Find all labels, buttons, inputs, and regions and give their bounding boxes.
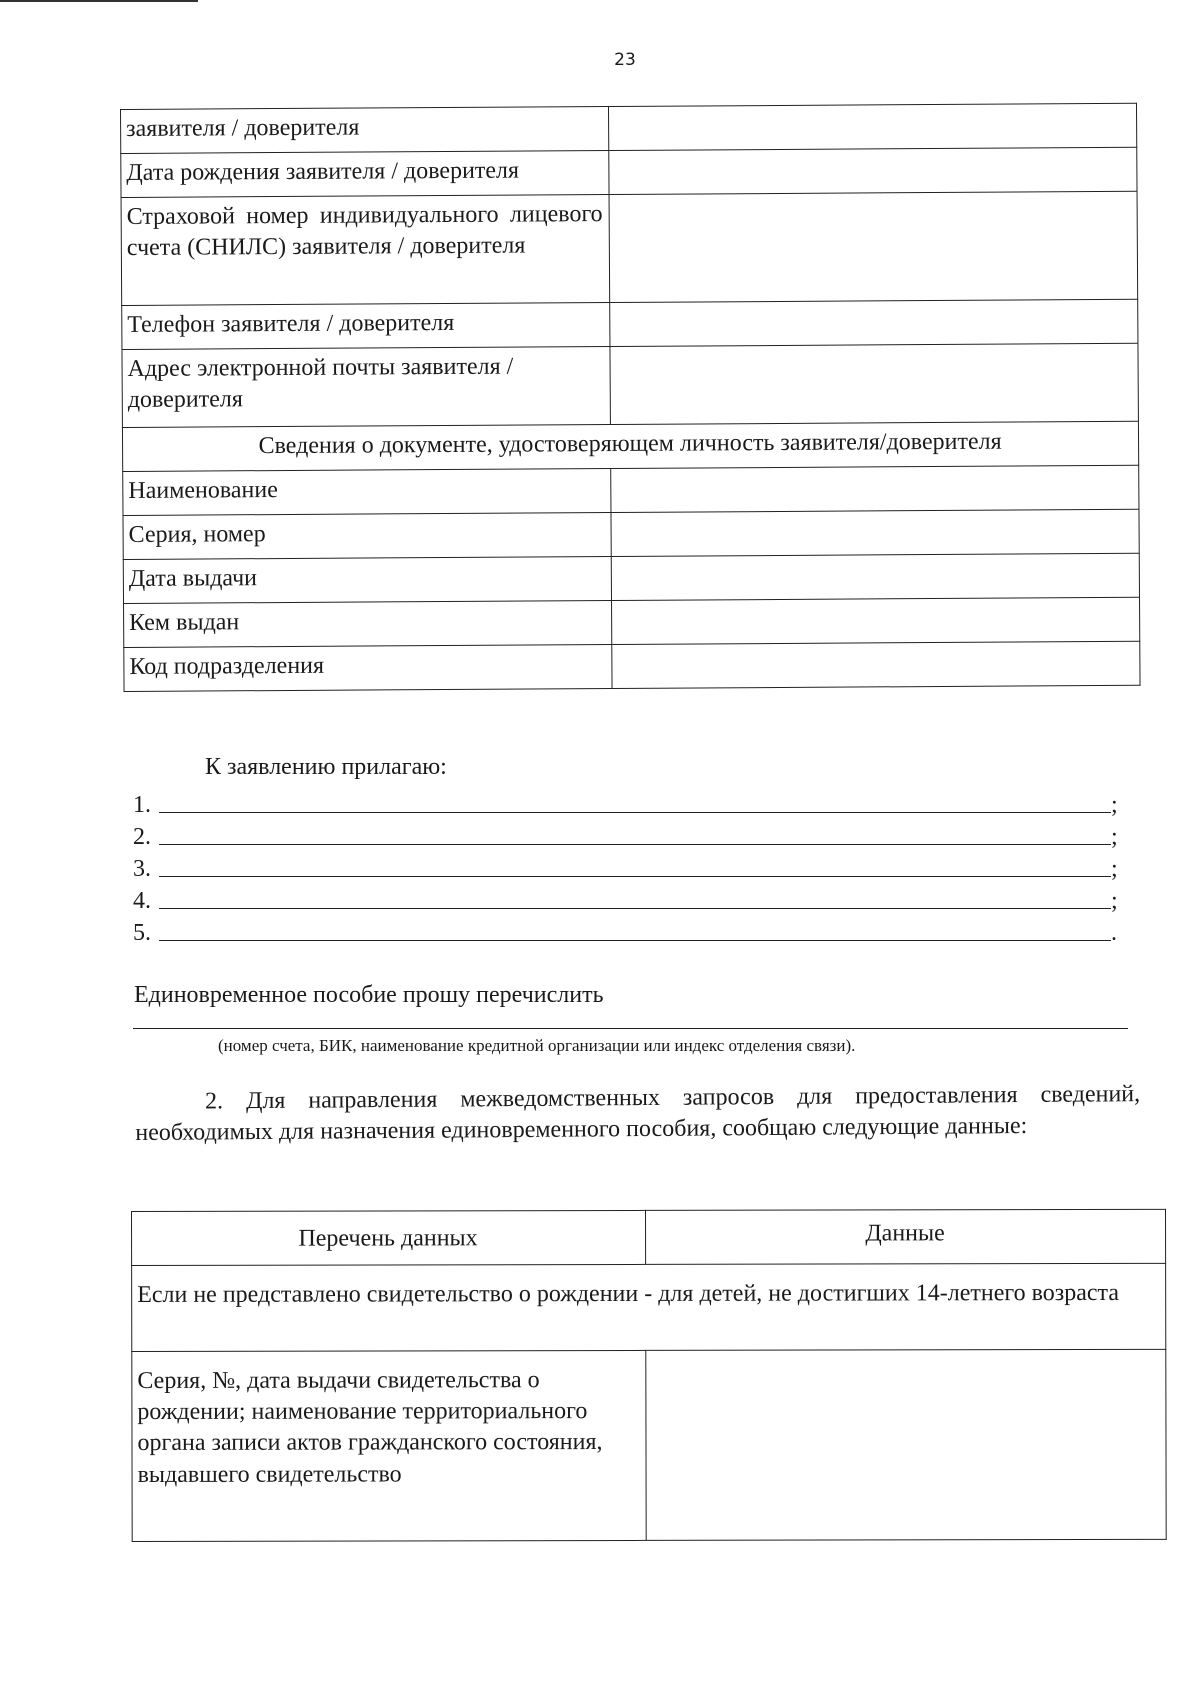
table-row xyxy=(124,641,1140,691)
value-cell-snils[interactable] xyxy=(609,191,1138,302)
attachment-number: 2. xyxy=(133,824,151,850)
scan-edge-mark xyxy=(0,0,198,2)
value-cell-issued-by[interactable] xyxy=(612,597,1140,644)
payment-details-line[interactable] xyxy=(133,1028,1128,1029)
table-row xyxy=(123,553,1139,603)
attachments-list xyxy=(133,787,1123,947)
list-item xyxy=(133,883,1123,915)
row-label-series-number: Серия, номер xyxy=(123,513,611,560)
attachments-title: К заявлению прилагаю: xyxy=(205,754,447,780)
attachment-number: 1. xyxy=(133,792,151,818)
payment-label: Единовременное пособие прошу перечислить xyxy=(134,982,604,1008)
table-row xyxy=(132,1209,1166,1265)
attachment-line-3[interactable] xyxy=(159,854,1111,877)
row-label-issued-by: Кем выдан xyxy=(124,601,612,648)
list-item xyxy=(133,915,1123,947)
table-row xyxy=(122,421,1138,471)
table-row xyxy=(132,1349,1166,1541)
value-cell-doc-name[interactable] xyxy=(611,465,1139,512)
attachment-end-mark: ; xyxy=(1111,856,1118,882)
list-item xyxy=(133,851,1123,883)
row-label-phone: Телефон заявителя / доверителя xyxy=(122,303,610,350)
list-item xyxy=(133,819,1123,851)
applicant-info-table xyxy=(120,103,1141,692)
value-cell-email[interactable] xyxy=(610,343,1138,424)
table-row xyxy=(121,191,1138,305)
birth-certificate-section: Если не представлено свидетельство о рождении - для детей, не достигших 14-летнего возраста xyxy=(132,1263,1166,1351)
header-data-list: Перечень данных xyxy=(132,1210,646,1265)
interagency-request-paragraph: 2. Для направления межведомственных запросов для предоставления сведений, необходимых для назначения единовременного пособия, сообщаю следующие данные: xyxy=(135,1081,1141,1146)
value-cell-phone[interactable] xyxy=(610,299,1138,346)
header-data: Данные xyxy=(645,1209,1165,1264)
table-row xyxy=(122,343,1138,427)
row-label-snils: Страховой номер индивидуального лицевого счета (СНИЛС) заявителя / доверителя xyxy=(121,195,610,306)
page-number: 23 xyxy=(614,50,636,70)
attachment-end-mark: ; xyxy=(1111,824,1118,850)
value-cell-division-code[interactable] xyxy=(612,641,1140,688)
row-label-email: Адрес электронной почты заявителя / доверителя xyxy=(122,347,610,428)
row-label-doc-name: Наименование xyxy=(123,469,611,516)
attachment-number: 3. xyxy=(133,856,151,882)
attachment-line-1[interactable] xyxy=(159,790,1111,813)
table-row xyxy=(121,103,1137,153)
row-label-applicant: заявителя / доверителя xyxy=(121,107,609,154)
attachment-line-4[interactable] xyxy=(159,886,1111,909)
table-row xyxy=(123,509,1139,559)
attachment-end-mark: . xyxy=(1111,920,1117,946)
table-row xyxy=(132,1263,1166,1351)
table-row xyxy=(121,147,1137,197)
table-row xyxy=(123,465,1139,515)
attachment-end-mark: ; xyxy=(1111,888,1118,914)
attachment-line-2[interactable] xyxy=(159,822,1111,845)
list-item xyxy=(133,787,1123,819)
payment-hint: (номер счета, БИК, наименование кредитной организации или индекс отделения связи). xyxy=(218,1036,856,1055)
attachment-number: 5. xyxy=(133,920,151,946)
table-row xyxy=(124,597,1140,647)
value-cell-birth-certificate[interactable] xyxy=(646,1349,1166,1540)
row-label-birth-certificate: Серия, №, дата выдачи свидетельства о рождении; наименование территориального органа записи актов гражданского состояния, выдавшего свидетельство xyxy=(132,1350,646,1541)
attachment-line-5[interactable] xyxy=(159,918,1111,941)
row-label-birth-date: Дата рождения заявителя / доверителя xyxy=(121,151,609,198)
row-label-division-code: Код подразделения xyxy=(124,645,612,692)
value-cell-series-number[interactable] xyxy=(611,509,1139,556)
row-label-issue-date: Дата выдачи xyxy=(123,557,611,604)
identity-document-section-header: Сведения о документе, удостоверяющем личность заявителя/доверителя xyxy=(122,421,1138,471)
value-cell-applicant[interactable] xyxy=(608,103,1136,150)
value-cell-birth-date[interactable] xyxy=(609,147,1137,194)
attachment-end-mark: ; xyxy=(1111,792,1118,818)
value-cell-issue-date[interactable] xyxy=(611,553,1139,600)
birth-certificate-table xyxy=(131,1209,1167,1542)
table-row xyxy=(122,299,1138,349)
attachment-number: 4. xyxy=(133,888,151,914)
